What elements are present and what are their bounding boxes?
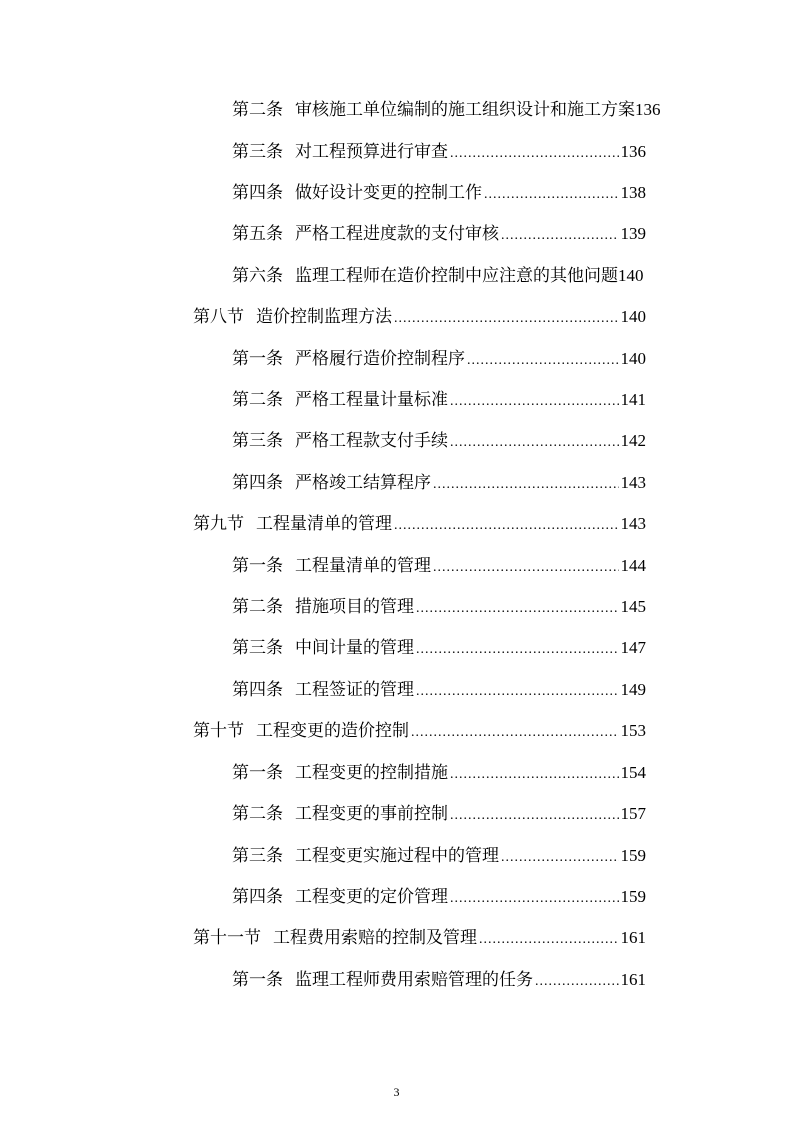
toc-entry[interactable] — [232, 428, 646, 454]
toc-entry-label: 第四条 — [232, 887, 283, 907]
toc-entry-title: 工程变更的事前控制 — [295, 804, 448, 824]
toc-leader-dots — [450, 762, 619, 788]
toc-entry-label: 第九节 — [193, 514, 244, 534]
toc-entry-page: 157 — [620, 804, 646, 823]
toc-entry-page: 153 — [620, 721, 646, 740]
toc-entry[interactable] — [232, 843, 646, 869]
toc-entry-page: 136 — [635, 100, 661, 119]
toc-entry-page: 142 — [620, 431, 646, 450]
toc-entry-page: 143 — [620, 514, 646, 533]
toc-entry-label: 第一条 — [232, 349, 283, 369]
toc-entry-label: 第四条 — [232, 473, 283, 493]
toc-entry-label: 第十一节 — [193, 928, 261, 948]
toc-entry-label: 第十节 — [193, 721, 244, 741]
toc-entry-label: 第八节 — [193, 307, 244, 327]
toc-entry-title: 工程变更的定价管理 — [295, 887, 448, 907]
toc-entry-label: 第四条 — [232, 183, 283, 203]
toc-entry[interactable] — [232, 967, 646, 993]
toc-entry-title: 工程量清单的管理 — [256, 514, 392, 534]
toc-entry[interactable] — [232, 221, 646, 247]
toc-entry-label: 第一条 — [232, 556, 283, 576]
toc-entry-title: 严格工程量计量标准 — [295, 390, 448, 410]
toc-entry-label: 第一条 — [232, 970, 283, 990]
toc-leader-dots — [450, 389, 619, 415]
toc-entry-title: 严格竣工结算程序 — [295, 473, 431, 493]
toc-entry-page: 147 — [620, 638, 646, 657]
toc-entry-page: 145 — [620, 597, 646, 616]
toc-entry-title: 工程量清单的管理 — [295, 556, 431, 576]
toc-entry-label: 第二条 — [232, 390, 283, 410]
toc-entry-title: 监理工程师费用索赔管理的任务 — [295, 970, 533, 990]
toc-section-entry[interactable] — [193, 511, 646, 537]
toc-entry-label: 第二条 — [232, 100, 283, 120]
toc-entry-page: 159 — [620, 887, 646, 906]
toc-entry-label: 第四条 — [232, 680, 283, 700]
toc-entry[interactable] — [232, 635, 646, 661]
toc-entry[interactable] — [232, 263, 698, 289]
toc-entry[interactable] — [232, 594, 646, 620]
toc-entry[interactable] — [232, 139, 646, 165]
toc-entry-title: 措施项目的管理 — [295, 597, 414, 617]
toc-entry[interactable] — [232, 346, 646, 372]
toc-section-entry[interactable] — [193, 925, 646, 951]
toc-entry-title: 做好设计变更的控制工作 — [295, 183, 482, 203]
toc-entry-title: 监理工程师在造价控制中应注意的其他问题 — [295, 266, 618, 286]
toc-entry[interactable] — [232, 97, 698, 123]
toc-entry-page: 149 — [620, 680, 646, 699]
toc-entry-title: 中间计量的管理 — [295, 638, 414, 658]
toc-entry-page: 143 — [620, 473, 646, 492]
toc-entry[interactable] — [232, 884, 646, 910]
toc-leader-dots — [394, 306, 619, 332]
toc-leader-dots — [484, 182, 619, 208]
toc-entry[interactable] — [232, 677, 646, 703]
toc-entry-label: 第三条 — [232, 142, 283, 162]
page-number: 3 — [393, 1085, 400, 1099]
toc-entry-title: 工程费用索赔的控制及管理 — [273, 928, 477, 948]
toc-entry-title: 工程变更实施过程中的管理 — [295, 846, 499, 866]
toc-entry-title: 工程变更的造价控制 — [256, 721, 409, 741]
toc-leader-dots — [433, 472, 619, 498]
toc-entry-label: 第二条 — [232, 804, 283, 824]
toc-leader-dots — [501, 845, 619, 871]
toc-entry-page: 140 — [620, 307, 646, 326]
toc-entry-page: 138 — [620, 183, 646, 202]
toc-entry-label: 第三条 — [232, 431, 283, 451]
toc-leader-dots — [450, 803, 619, 829]
toc-entry-page: 139 — [620, 224, 646, 243]
toc-section-entry[interactable] — [193, 304, 646, 330]
toc-entry-title: 工程变更的控制措施 — [295, 763, 448, 783]
toc-leader-dots — [416, 679, 619, 705]
toc-entry-page: 141 — [620, 390, 646, 409]
toc-entry-page: 136 — [620, 142, 646, 161]
toc-entry-page: 161 — [620, 928, 646, 947]
toc-entry-page: 154 — [620, 763, 646, 782]
toc-entry-title: 严格工程款支付手续 — [295, 431, 448, 451]
toc-leader-dots — [535, 969, 619, 995]
toc-entry[interactable] — [232, 180, 646, 206]
toc-leader-dots — [450, 886, 619, 912]
toc-entry-title: 对工程预算进行审查 — [295, 142, 448, 162]
toc-entry-label: 第六条 — [232, 266, 283, 286]
toc-entry-page: 140 — [618, 266, 644, 285]
toc-entry-label: 第二条 — [232, 597, 283, 617]
toc-leader-dots — [411, 720, 619, 746]
toc-entry-title: 审核施工单位编制的施工组织设计和施工方案 — [295, 100, 635, 120]
toc-entry-page: 140 — [620, 349, 646, 368]
toc-leader-dots — [450, 141, 619, 167]
toc-entry-label: 第三条 — [232, 846, 283, 866]
toc-entry[interactable] — [232, 553, 646, 579]
toc-entry-title: 工程签证的管理 — [295, 680, 414, 700]
toc-entry[interactable] — [232, 387, 646, 413]
toc-section-entry[interactable] — [193, 718, 646, 744]
toc-entry[interactable] — [232, 801, 646, 827]
toc-entry-title: 严格工程进度款的支付审核 — [295, 224, 499, 244]
toc-leader-dots — [479, 927, 619, 953]
toc-entry-label: 第一条 — [232, 763, 283, 783]
toc-entry-page: 161 — [620, 970, 646, 989]
toc-entry[interactable] — [232, 470, 646, 496]
toc-leader-dots — [394, 513, 619, 539]
toc-leader-dots — [501, 223, 619, 249]
toc-entry-page: 159 — [620, 846, 646, 865]
toc-leader-dots — [416, 596, 619, 622]
toc-entry-title: 造价控制监理方法 — [256, 307, 392, 327]
toc-entry-title: 严格履行造价控制程序 — [295, 349, 465, 369]
toc-entry-label: 第五条 — [232, 224, 283, 244]
toc-leader-dots — [416, 637, 619, 663]
toc-leader-dots — [467, 348, 619, 374]
toc-entry-label: 第三条 — [232, 638, 283, 658]
toc-entry[interactable] — [232, 760, 646, 786]
toc-leader-dots — [433, 555, 619, 581]
toc-entry-page: 144 — [620, 556, 646, 575]
toc-leader-dots — [450, 430, 619, 456]
